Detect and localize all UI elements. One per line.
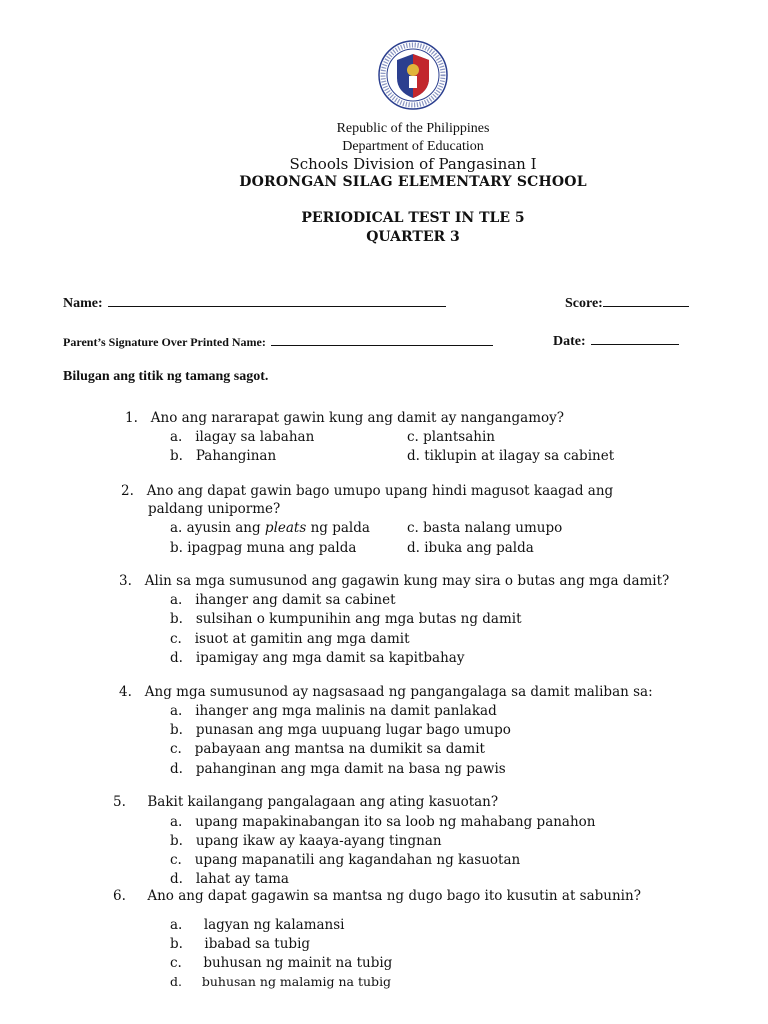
quarter-title: QUARTER 3 [366,229,460,245]
option-5c[interactable] [170,852,520,868]
option-2c[interactable] [407,520,562,536]
option-text: ng palda [306,520,370,536]
option-letter: b. [170,611,183,627]
option-letter: c. [170,955,182,971]
option-letter: d. [170,871,183,887]
option-letter: a. [170,703,183,719]
option-text: ipagpag muna ang palda [187,540,357,556]
republic-heading: Republic of the Philippines [336,121,490,136]
question-2 [121,483,613,499]
option-letter: b. [170,722,183,738]
option-text: Pahanginan [195,448,277,464]
test-title: PERIODICAL TEST IN TLE 5 [301,210,525,226]
option-6a[interactable] [170,917,345,933]
option-letter: b. [170,936,183,952]
question-number: 6. [113,888,126,904]
option-letter: d. [170,761,183,777]
option-5d[interactable] [170,871,289,887]
parent-signature-blank-line[interactable] [271,333,493,346]
deped-seal-logo [378,40,448,110]
option-letter: b. [170,833,183,849]
option-2d[interactable] [407,540,534,556]
option-letter: d. [170,650,183,666]
name-field [63,292,446,312]
question-number: 2. [121,483,134,499]
option-text: tiklupin at ilagay sa cabinet [424,448,615,464]
option-5a[interactable] [170,814,596,830]
option-4a[interactable] [170,703,497,719]
option-2a[interactable] [170,520,370,536]
option-1c[interactable] [407,429,495,445]
option-letter: d. [407,540,420,556]
option-1d[interactable] [407,448,614,464]
option-3c[interactable] [170,631,410,647]
question-3 [119,573,669,589]
option-text: ipamigay ang mga damit sa kapitbahay [195,650,465,666]
option-3d[interactable] [170,650,464,666]
option-letter: d. [407,448,420,464]
option-text: ibuka ang palda [424,540,534,556]
option-letter: c. [407,520,419,536]
option-text: basta nalang umupo [423,520,563,536]
division-heading: Schools Division of Pangasinan I [289,155,537,173]
question-text: Ano ang nararapat gawin kung ang damit ay nangangamoy? [150,410,564,426]
name-blank-line[interactable] [108,294,446,307]
option-4b[interactable] [170,722,511,738]
option-text: upang mapanatili ang kagandahan ng kasuotan [194,852,521,868]
date-label: Date: [553,334,586,349]
option-letter: a. [170,429,183,445]
option-letter: c. [170,741,182,757]
school-heading: DORONGAN SILAG ELEMENTARY SCHOOL [239,174,587,190]
option-text: upang mapakinabangan ito sa loob ng mahabang panahon [195,814,596,830]
question-number: 5. [113,794,126,810]
option-4d[interactable] [170,761,506,777]
question-number: 4. [119,684,132,700]
question-number: 3. [119,573,132,589]
option-2b[interactable] [170,540,356,556]
option-letter: c. [170,852,182,868]
question-text: Ang mga sumusunod ay nagsasaad ng pangangalaga sa damit maliban sa: [144,684,653,700]
option-3b[interactable] [170,611,522,627]
option-text: upang ikaw ay kaaya-ayang tingnan [195,833,442,849]
option-letter: c. [407,429,419,445]
question-2-continued: paldang uniporme? [148,501,281,517]
option-letter: b. [170,448,183,464]
date-blank-line[interactable] [591,332,679,345]
question-6 [113,888,641,904]
option-letter: a. [170,520,183,536]
option-letter: a. [170,814,183,830]
option-text: lagyan ng kalamansi [203,917,345,933]
question-4 [119,684,653,700]
option-text: ihanger ang damit sa cabinet [195,592,396,608]
question-1 [125,410,564,426]
date-field [553,330,679,350]
option-6c[interactable] [170,955,392,971]
option-letter: a. [170,917,183,933]
option-letter: a. [170,592,183,608]
option-text: sulsihan o kumpunihin ang mga butas ng damit [195,611,522,627]
question-5 [113,794,498,810]
option-letter: b. [170,540,183,556]
option-1b[interactable] [170,448,276,464]
option-text: pabayaan ang mantsa na dumikit sa damit [194,741,485,757]
option-text: ibabad sa tubig [204,936,311,952]
option-letter: c. [170,631,182,647]
option-6b[interactable] [170,936,310,952]
score-blank-line[interactable] [603,294,689,307]
question-text: Ano ang dapat gagawin sa mantsa ng dugo bago ito kusutin at sabunin? [147,888,641,904]
instruction-text: Bilugan ang titik ng tamang sagot. [63,369,269,384]
option-6d[interactable] [170,974,391,989]
option-text: isuot at gamitin ang mga damit [194,631,410,647]
option-text-emphasis: pleats [264,520,307,536]
question-text: Alin sa mga sumusunod ang gagawin kung may sira o butas ang mga damit? [144,573,670,589]
department-heading: Department of Education [342,139,484,154]
option-text: ayusin ang [186,520,265,536]
score-label: Score: [565,296,603,311]
option-3a[interactable] [170,592,396,608]
option-text: buhusan ng malamig na tubig [201,974,392,989]
parent-signature-label: Parent’s Signature Over Printed Name: [63,335,266,349]
option-text: pahanginan ang mga damit na basa ng pawis [195,761,506,777]
option-text: lahat ay tama [195,871,289,887]
question-text: Bakit kailangang pangalagaan ang ating kasuotan? [147,794,499,810]
option-4c[interactable] [170,741,485,757]
option-letter: d. [170,974,182,989]
option-text: buhusan ng mainit na tubig [203,955,393,971]
parent-signature-field [63,331,493,350]
option-5b[interactable] [170,833,442,849]
name-label: Name: [63,296,103,311]
option-1a[interactable] [170,429,314,445]
option-text: plantsahin [423,429,495,445]
score-field [565,292,689,312]
option-text: ilagay sa labahan [195,429,315,445]
option-text: ihanger ang mga malinis na damit panlakad [195,703,497,719]
question-number: 1. [125,410,138,426]
option-text: punasan ang mga uupuang lugar bago umupo [195,722,511,738]
question-text: Ano ang dapat gawin bago umupo upang hindi magusot kaagad ang [146,483,614,499]
